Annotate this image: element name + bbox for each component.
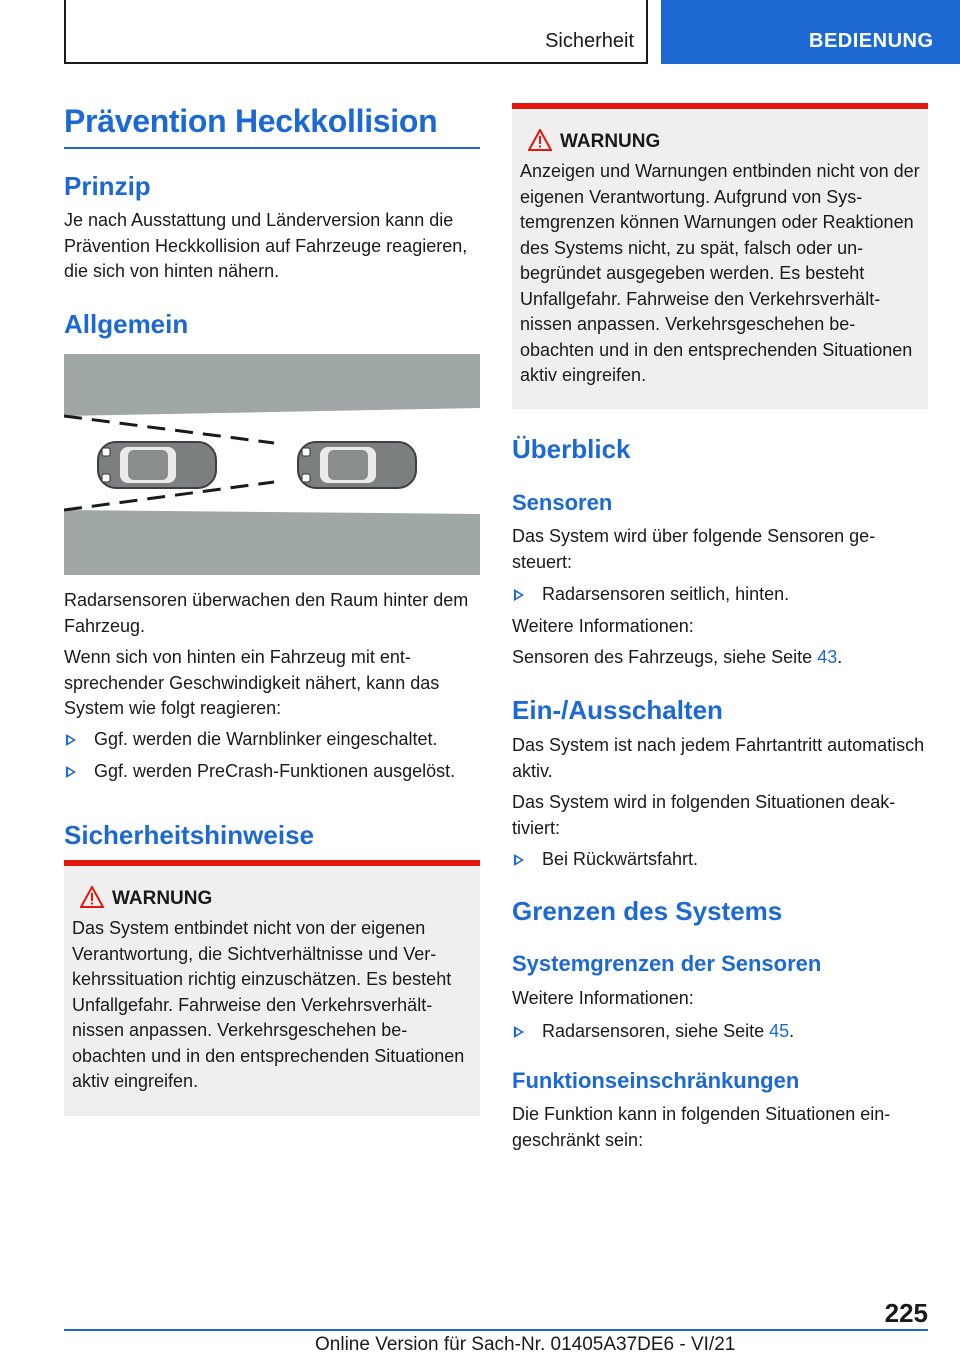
text-funktionseinschraenkungen: Die Funktion kann in folgenden Situationen eingeschränkt sein: — [512, 1104, 891, 1150]
bullet-item: Radarsensoren, siehe Seite 45. — [512, 1019, 928, 1045]
page-link-43[interactable]: 43 — [817, 647, 838, 667]
heading-allgemein: Allgemein — [64, 309, 189, 339]
heading-sensoren: Sensoren — [512, 490, 613, 515]
bullet-item: Ggf. werden PreCrash-Funktionen ausgelöst. — [64, 759, 480, 785]
text-allgemein-1: Radarsensoren überwachen den Raum hinter dem Fahrzeug. — [64, 590, 469, 636]
heading-grenzen-des-systems: Grenzen des Systems — [512, 896, 783, 926]
bullet-item: Bei Rückwärtsfahrt. — [512, 847, 928, 873]
heading-systemgrenzen-sensoren: Systemgrenzen der Sensoren — [512, 951, 822, 976]
heading-sicherheitshinweise: Sicherheitshinweise — [64, 820, 314, 850]
rear-collision-illustration — [64, 354, 480, 575]
header-section-label: Sicherheit — [545, 30, 634, 52]
heading-ein-ausschalten: Ein-/Ausschalten — [512, 695, 723, 725]
title-rule — [64, 147, 480, 149]
text-sensoren-reference: Sensoren des Fahrzeugs, siehe Seite 43. — [512, 647, 843, 667]
text-weitere-informationen: Weitere Informationen: — [512, 988, 694, 1008]
bullet-triangle-icon — [514, 589, 524, 601]
text-weitere-informationen: Weitere Informationen: — [512, 616, 694, 636]
heading-ueberblick: Überblick — [512, 434, 631, 464]
warning-box — [512, 103, 928, 409]
footer-rule — [64, 1329, 928, 1331]
warning-text: Anzeigen und Warnungen entbinden nicht von der eigenen Verantwortung. Aufgrund von Systemgrenzen können Warnungen oder Reaktionen des Systems nicht, zu spät, falsch oder unbegründet ausgegeben werden. Es besteht Unfallgefahr. Fahrweise den Verkehrsverhältnissen anpassen. Verkehrsgeschehen beobachten und in den entsprechenden Situationen aktiv eingreifen. — [520, 161, 920, 385]
own-car — [298, 442, 416, 488]
bullet-triangle-icon — [514, 1026, 524, 1038]
heading-funktionseinschraenkungen: Funktionseinschränkungen — [512, 1068, 800, 1093]
approaching-car — [98, 442, 216, 488]
page-link-45[interactable]: 45 — [769, 1021, 790, 1041]
text-allgemein-2: Wenn sich von hinten ein Fahrzeug mit entsprechender Geschwindigkeit nähert, kann das System wie folgt reagieren: — [64, 647, 440, 718]
text-sensoren: Das System wird über folgende Sensoren gesteuert: — [512, 526, 876, 572]
warning-triangle-icon — [80, 886, 104, 908]
bullet-item: Radarsensoren seitlich, hinten. — [512, 582, 928, 608]
bullet-triangle-icon — [66, 734, 76, 746]
header-chapter-tab — [661, 0, 960, 64]
text-einaus-1: Das System ist nach jedem Fahrtantritt automatisch aktiv. — [512, 735, 925, 781]
heading-prinzip: Prinzip — [64, 171, 151, 201]
text-prinzip: Je nach Ausstattung und Länderversion kann die Prävention Heckkollision auf Fahrzeuge reagieren, die sich von hinten nähern. — [64, 210, 468, 281]
bullet-item: Ggf. werden die Warnblinker eingeschaltet. — [64, 727, 480, 753]
bullet-triangle-icon — [66, 766, 76, 778]
page-number: 225 — [884, 1298, 928, 1328]
warning-text: Das System entbindet nicht von der eigenen Verantwortung, die Sichtverhältnisse und Verkehrssituation richtig einzuschätzen. Es besteht Unfallgefahr. Fahrweise den Verkehrsverhältnissen anpassen. Verkehrsgeschehen beobachten und in den entsprechenden Situationen aktiv eingreifen. — [72, 918, 465, 1091]
warning-title: WARNUNG — [72, 886, 472, 916]
header-section-box — [64, 0, 648, 64]
warning-triangle-icon — [528, 129, 552, 151]
text-einaus-2: Das System wird in folgenden Situationen deaktiviert: — [512, 792, 896, 838]
page-title: Prävention Heckkollision — [64, 103, 438, 139]
warning-box — [64, 860, 480, 1116]
warning-title: WARNUNG — [520, 129, 920, 159]
header-chapter-label: BEDIENUNG — [809, 30, 934, 52]
online-version-label: Online Version für Sach-Nr. 01405A37DE6 - VI/21 — [315, 1334, 736, 1355]
bullet-triangle-icon — [514, 854, 524, 866]
